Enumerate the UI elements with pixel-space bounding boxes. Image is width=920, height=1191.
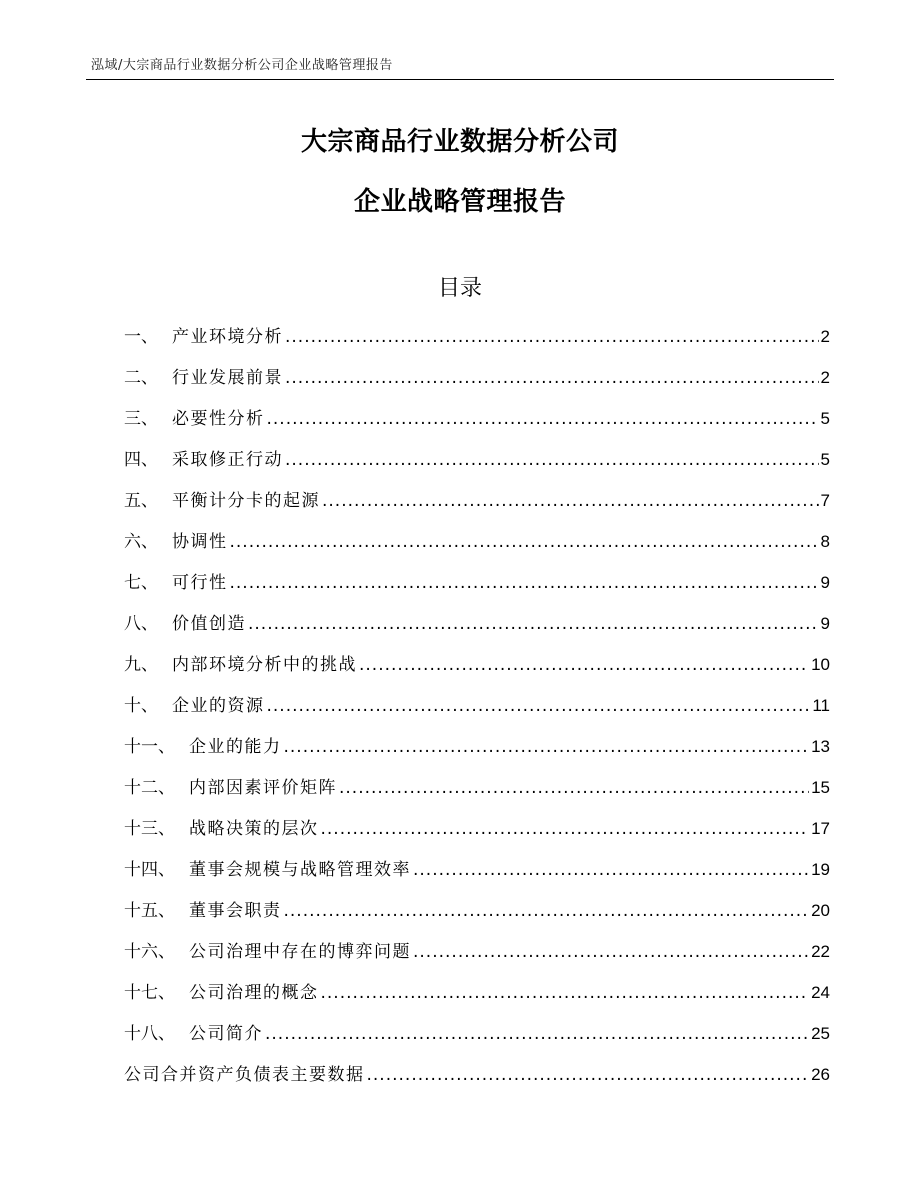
toc-entry-number: 十二、 — [124, 778, 175, 798]
toc-entry-number: 九、 — [124, 655, 158, 675]
toc-entry-title: 必要性分析 — [172, 409, 265, 429]
toc-entry-title: 内部环境分析中的挑战 — [172, 655, 357, 675]
toc-entry-number: 五、 — [124, 491, 158, 511]
toc-entry-number: 八、 — [124, 614, 158, 634]
toc-dot-leader — [367, 1061, 810, 1089]
toc-entry[interactable] — [124, 651, 830, 692]
table-of-contents — [124, 323, 830, 1102]
toc-entry-page-number: 17 — [811, 819, 830, 838]
toc-entry-title: 企业的能力 — [189, 737, 282, 757]
toc-dot-leader — [413, 938, 809, 966]
toc-entry-title: 公司合并资产负债表主要数据 — [124, 1065, 365, 1085]
toc-entry-page-number: 9 — [820, 614, 830, 633]
toc-entry[interactable] — [124, 979, 830, 1020]
toc-entry-number: 一、 — [124, 327, 158, 347]
toc-entry-number: 十、 — [124, 696, 158, 716]
toc-dot-leader — [359, 651, 809, 679]
toc-entry-page-number: 22 — [811, 942, 830, 961]
toc-entry-number: 十四、 — [124, 860, 175, 880]
toc-entry[interactable] — [124, 323, 830, 364]
toc-dot-leader — [284, 897, 810, 925]
toc-entry[interactable] — [124, 733, 830, 774]
toc-entry[interactable] — [124, 897, 830, 938]
toc-entry[interactable] — [124, 774, 830, 815]
toc-dot-leader — [267, 405, 819, 433]
toc-entry-title: 平衡计分卡的起源 — [172, 491, 320, 511]
toc-entry-title: 企业的资源 — [172, 696, 265, 716]
toc-entry-page-number: 5 — [820, 450, 830, 469]
toc-entry[interactable] — [124, 569, 830, 610]
toc-dot-leader — [322, 487, 819, 515]
toc-entry-title: 行业发展前景 — [172, 368, 283, 388]
toc-entry[interactable] — [124, 1061, 830, 1102]
toc-entry-title: 董事会职责 — [189, 901, 282, 921]
toc-heading: 目录 — [437, 276, 482, 301]
toc-dot-leader — [285, 446, 819, 474]
toc-entry-title: 可行性 — [172, 573, 228, 593]
toc-entry-page-number: 9 — [820, 573, 830, 592]
toc-entry-page-number: 10 — [811, 655, 830, 674]
toc-entry-page-number: 5 — [820, 409, 830, 428]
toc-entry[interactable] — [124, 528, 830, 569]
toc-dot-leader — [230, 528, 819, 556]
toc-dot-leader — [267, 692, 811, 720]
toc-entry-title: 内部因素评价矩阵 — [189, 778, 337, 798]
toc-entry[interactable] — [124, 405, 830, 446]
toc-entry[interactable] — [124, 815, 830, 856]
toc-dot-leader — [321, 815, 810, 843]
toc-entry-number: 六、 — [124, 532, 158, 552]
toc-dot-leader — [339, 774, 809, 802]
toc-entry-number: 四、 — [124, 450, 158, 470]
toc-entry-title: 产业环境分析 — [172, 327, 283, 347]
toc-entry-page-number: 13 — [811, 737, 830, 756]
toc-entry-title: 价值创造 — [172, 614, 246, 634]
toc-entry-page-number: 2 — [820, 368, 830, 387]
running-header: 泓域/大宗商品行业数据分析公司企业战略管理报告 — [91, 58, 393, 73]
toc-entry-page-number: 19 — [811, 860, 830, 879]
toc-entry-page-number: 24 — [811, 983, 830, 1002]
toc-entry-page-number: 11 — [812, 696, 830, 715]
toc-dot-leader — [230, 569, 819, 597]
toc-entry[interactable] — [124, 1020, 830, 1061]
toc-dot-leader — [321, 979, 810, 1007]
toc-entry-page-number: 15 — [811, 778, 830, 797]
toc-entry-title: 战略决策的层次 — [189, 819, 319, 839]
toc-entry-number: 十七、 — [124, 983, 175, 1003]
toc-dot-leader — [265, 1020, 809, 1048]
toc-entry-number: 十六、 — [124, 942, 175, 962]
toc-dot-leader — [285, 323, 819, 351]
toc-entry[interactable] — [124, 610, 830, 651]
toc-entry-page-number: 8 — [820, 532, 830, 551]
toc-entry-number: 三、 — [124, 409, 158, 429]
toc-entry[interactable] — [124, 692, 830, 733]
toc-entry-title: 协调性 — [172, 532, 228, 552]
toc-entry-page-number: 26 — [811, 1065, 830, 1084]
toc-entry-title: 董事会规模与战略管理效率 — [189, 860, 411, 880]
toc-entry-number: 二、 — [124, 368, 158, 388]
toc-entry[interactable] — [124, 938, 830, 979]
toc-entry[interactable] — [124, 446, 830, 487]
toc-entry-number: 七、 — [124, 573, 158, 593]
toc-dot-leader — [413, 856, 809, 884]
toc-entry-title: 公司治理的概念 — [189, 983, 319, 1003]
toc-entry-number: 十三、 — [124, 819, 175, 839]
toc-entry-page-number: 7 — [820, 491, 830, 510]
document-title-line-1: 大宗商品行业数据分析公司 — [300, 127, 619, 157]
toc-dot-leader — [285, 364, 819, 392]
header-rule — [86, 79, 834, 80]
document-title-line-2: 企业战略管理报告 — [353, 187, 566, 217]
toc-entry-page-number: 25 — [811, 1024, 830, 1043]
toc-entry-number: 十八、 — [124, 1024, 175, 1044]
toc-entry-title: 公司简介 — [189, 1024, 263, 1044]
toc-entry-number: 十五、 — [124, 901, 175, 921]
toc-entry-page-number: 20 — [811, 901, 830, 920]
toc-entry[interactable] — [124, 364, 830, 405]
toc-entry-page-number: 2 — [820, 327, 830, 346]
toc-dot-leader — [284, 733, 810, 761]
toc-entry-number: 十一、 — [124, 737, 175, 757]
toc-dot-leader — [248, 610, 819, 638]
toc-entry-title: 公司治理中存在的博弈问题 — [189, 942, 411, 962]
toc-entry[interactable] — [124, 487, 830, 528]
toc-entry[interactable] — [124, 856, 830, 897]
toc-entry-title: 采取修正行动 — [172, 450, 283, 470]
